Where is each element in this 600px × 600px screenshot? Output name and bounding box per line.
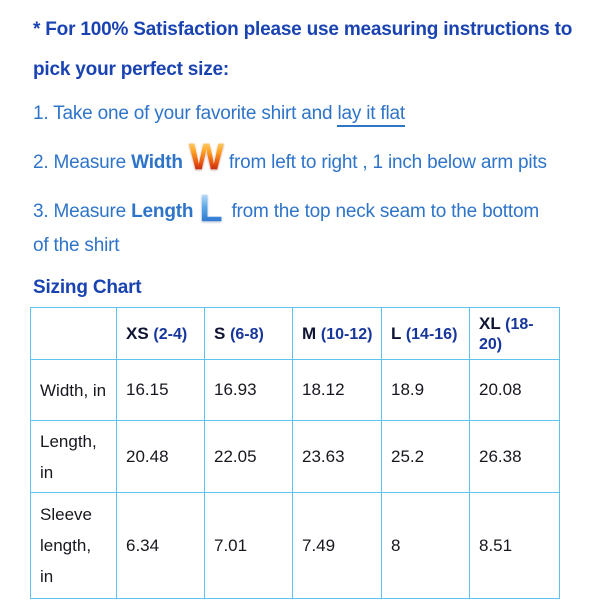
col-header-s: S (6-8)	[205, 308, 293, 360]
row-label-width: Width, in	[31, 360, 117, 421]
sleeve-xs: 6.34	[117, 493, 205, 599]
sizing-chart-title: Sizing Chart	[33, 277, 142, 298]
step-2-suffix: from left to right , 1 inch below arm pits	[223, 152, 547, 173]
table-row-sleeve-length	[31, 493, 560, 599]
length-l-icon	[198, 188, 226, 230]
length-xl: 26.38	[470, 421, 560, 493]
width-l: 18.9	[382, 360, 470, 421]
sleeve-l: 8	[382, 493, 470, 599]
step-3-suffix: from the top neck seam to the bottom of the shirt	[33, 201, 539, 256]
table-row-length	[31, 421, 560, 493]
length-m: 23.63	[293, 421, 382, 493]
corner-cell	[31, 308, 117, 360]
table-row-width	[31, 360, 560, 421]
l-letter-glyph: L	[199, 188, 223, 230]
col-header-l: L (14-16)	[382, 308, 470, 360]
step-3-text: 3. Measure	[33, 201, 132, 222]
table-header-row	[31, 308, 560, 360]
length-xs: 20.48	[117, 421, 205, 493]
lay-it-flat-underlined-text: lay it flat	[337, 103, 405, 127]
width-s: 16.93	[205, 360, 293, 421]
w-letter-glyph: W	[188, 136, 224, 177]
step-2-text: 2. Measure	[33, 152, 132, 173]
satisfaction-note: * For 100% Satisfaction please use measuring instructions to pick your perfect size:	[33, 19, 573, 80]
width-w-icon	[188, 136, 224, 177]
col-header-xl: XL (18-20)	[470, 308, 560, 360]
sleeve-xl: 8.51	[470, 493, 560, 599]
step-3	[33, 188, 555, 263]
col-header-xs: XS (2-4)	[117, 308, 205, 360]
width-xl: 20.08	[470, 360, 560, 421]
length-s: 22.05	[205, 421, 293, 493]
sizing-table	[30, 307, 560, 599]
sleeve-s: 7.01	[205, 493, 293, 599]
row-label-sleeve-length: Sleeve length, in	[31, 493, 117, 599]
step-2	[33, 136, 593, 180]
length-keyword: Length	[131, 201, 194, 222]
sleeve-m: 7.49	[293, 493, 382, 599]
width-keyword: Width	[131, 152, 183, 173]
row-label-length: Length, in	[31, 421, 117, 493]
width-xs: 16.15	[117, 360, 205, 421]
width-m: 18.12	[293, 360, 382, 421]
col-header-m: M (10-12)	[293, 308, 382, 360]
step-1	[33, 97, 600, 131]
length-l: 25.2	[382, 421, 470, 493]
step-1-text: 1. Take one of your favorite shirt and	[33, 103, 338, 124]
